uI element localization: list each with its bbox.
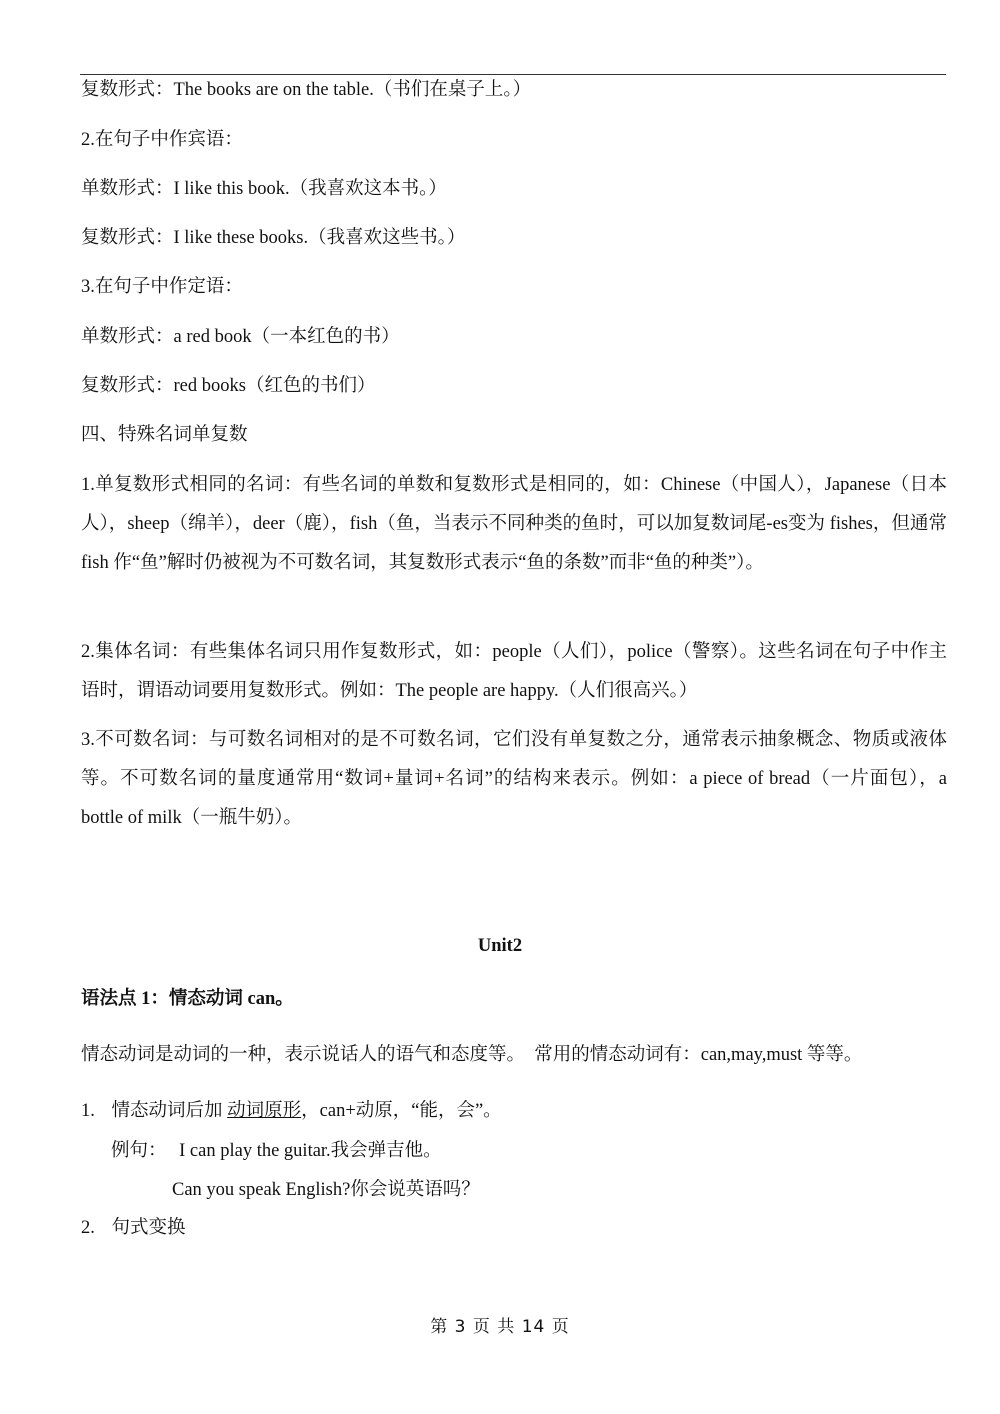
example-line <box>111 1139 442 1163</box>
text-line: 复数形式：red books（红色的书们） <box>81 376 376 396</box>
text-line: 复数形式：The books are on the table.（书们在桌子上。） <box>81 80 532 100</box>
intro-text: 情态动词是动词的一种，表示说话人的语气和态度等。 常用的情态动词有：can,may,must 等等。 <box>81 1045 863 1065</box>
paragraph: 3.不可数名词：与可数名词相对的是不可数名词，它们没有单复数之分，通常表示抽象概念、物质或液体等。不可数名词的量度通常用“数词+量词+名词”的结构来表示。例如：a piece of bread（一片面包），a bottle of milk（一瓶牛奶）。 <box>81 730 947 828</box>
grammar-heading: 语法点 1：情态动词 can。 <box>81 989 294 1009</box>
example-sentence: I can play the guitar.我会弹吉他。 <box>179 1141 442 1161</box>
section-heading: 四、特殊名词单复数 <box>81 425 248 445</box>
paragraph: 2.集体名词：有些集体名词只用作复数形式，如：people（人们），police（警察）。这些名词在句子中作主语时，谓语动词要用复数形式。例如：The people are happy.（人们很高兴。） <box>81 642 947 701</box>
text-line: 2.在句子中作宾语： <box>81 130 243 150</box>
item-text: ，can+动原，“能，会”。 <box>301 1101 502 1121</box>
unit-title: Unit2 <box>477 936 523 956</box>
item-number: 1. <box>81 1101 95 1121</box>
item-number: 2. <box>81 1218 95 1238</box>
list-item-2 <box>81 1216 186 1240</box>
page-footer: 第 3 页 共 14 页 <box>430 1317 570 1337</box>
text-line: 单数形式：I like this book.（我喜欢这本书。） <box>81 179 447 199</box>
list-item-1 <box>81 1099 502 1123</box>
example-label: 例句： <box>111 1141 167 1161</box>
underlined-term: 动词原形 <box>227 1101 302 1121</box>
item-text: 情态动词后加 <box>111 1101 228 1121</box>
text-line: 复数形式：I like these books.（我喜欢这些书。） <box>81 228 466 248</box>
example-sentence: Can you speak English?你会说英语吗？ <box>172 1180 480 1200</box>
paragraph: 1.单复数形式相同的名词：有些名词的单数和复数形式是相同的，如：Chinese（中国人），Japanese（日本人），sheep（绵羊），deer（鹿），fish（鱼，当表示不同种类的鱼时，可以加复数词尾-es变为 fishes，但通常 fish 作“鱼”解时仍被视为不可数名词，其复数形式表示“鱼的条数”而非“鱼的种类”）。 <box>81 475 947 573</box>
text-line: 单数形式：a red book（一本红色的书） <box>81 327 400 347</box>
item-text: 句式变换 <box>111 1218 186 1238</box>
header-rule <box>80 74 946 75</box>
text-line: 3.在句子中作定语： <box>81 277 243 297</box>
